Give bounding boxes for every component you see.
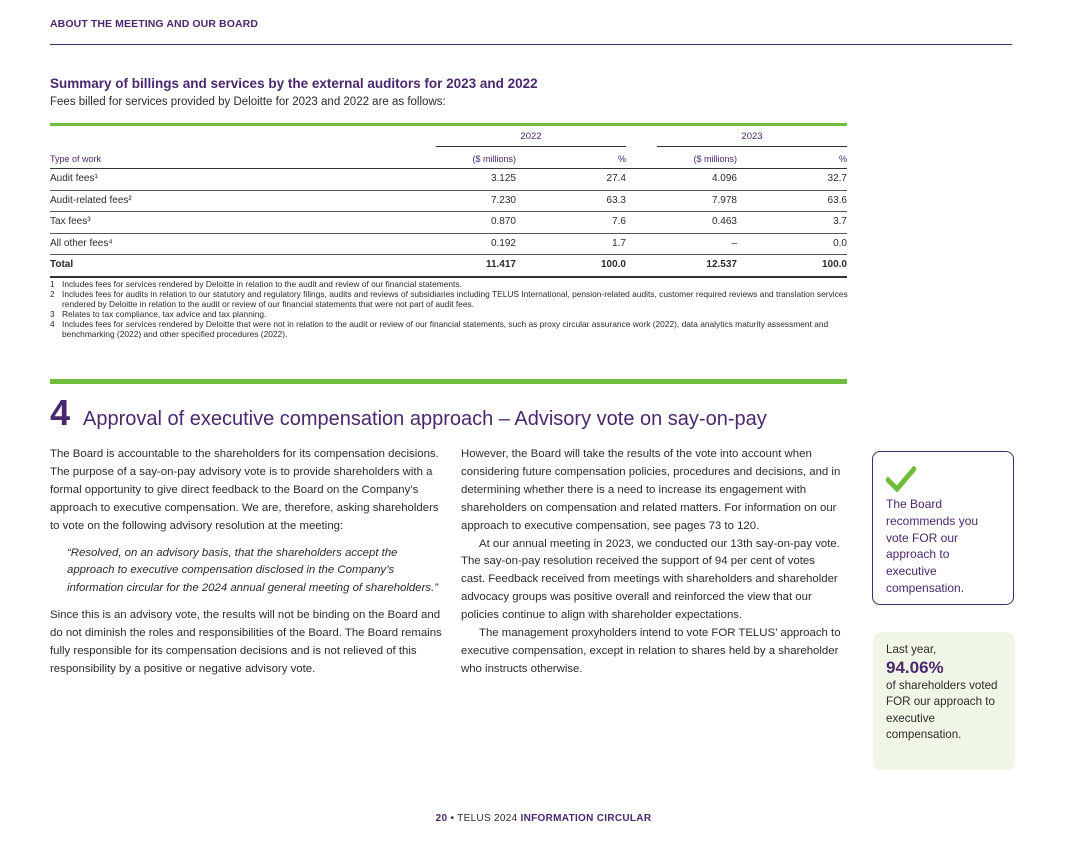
footnote-number: 2 [50, 289, 55, 299]
table-total-row [50, 255, 847, 278]
last-year-callout [873, 632, 1015, 770]
left-paragraph-2: Since this is an advisory vote, the results will not be binding on the Board and do not diminish the roles and responsibilities of the Board. The Board remains fully responsible for its compensation decisions and is not relieved of this responsibility by a positive or negative advisory vote. [50, 609, 442, 675]
cell-m23: 4.096 [711, 173, 737, 184]
footnote [50, 309, 850, 319]
footnote-text: Includes fees for services rendered by Deloitte in relation to the audit and review of our financial statements. [62, 279, 462, 289]
middle-paragraph-3: The management proxyholders intend to vote FOR TELUS’ approach to executive compensation, except in relation to shares held by a shareholder who instructs otherwise. [461, 627, 841, 675]
footnote [50, 319, 850, 339]
footnote [50, 289, 850, 309]
section-title: Approval of executive compensation approach – Advisory vote on say-on-pay [83, 408, 767, 430]
board-recommendation-callout [872, 451, 1014, 605]
footer-brand: TELUS 2024 [457, 813, 518, 824]
cell-p22: 100.0 [600, 259, 626, 270]
header-divider [50, 44, 1012, 45]
last-year-lead: Last year, [886, 643, 937, 656]
cell-m22: 0.192 [490, 237, 516, 249]
col-pct-2023-header: % [838, 154, 847, 164]
year-2022-rule [436, 146, 626, 147]
recommendation-text: The Board recommends you vote FOR our approach to executive compensation. [886, 497, 979, 595]
left-paragraph-1: The Board is accountable to the shareholders for its compensation decisions. The purpose of a say-on-pay advisory vote is to provide shareholders with a formal opportunity to give direct feedback to the Board on the Company’s approach to executive compensation. We are, therefore, asking shareholders to vote on the following advisory resolution at the meeting: [50, 448, 439, 532]
footnote-number: 1 [50, 279, 55, 289]
year-header-row [50, 126, 847, 148]
page-footer [0, 813, 1087, 824]
col-millions-2022-header: ($ millions) [472, 154, 516, 164]
middle-paragraph-2: At our annual meeting in 2023, we conducted our 13th say-on-pay vote. The say-on-pay resolution received the support of 94 per cent of votes cast. Feedback received from meetings with shareholders and shareholder advocacy groups was positive overall and reinforced the view that our policies continue to align with shareholder expectations. [461, 537, 840, 622]
cell-p22: 63.3 [606, 194, 626, 206]
cell-type: Tax fees³ [50, 216, 91, 227]
year-2023-label: 2023 [741, 131, 763, 142]
cell-m23: 0.463 [711, 216, 737, 227]
table-row [50, 169, 847, 191]
section-divider [50, 379, 847, 384]
col-pct-2022-header: % [617, 154, 626, 164]
left-column [50, 446, 442, 679]
cell-m22: 0.870 [490, 216, 516, 227]
middle-column [461, 446, 841, 679]
cell-type: Audit-related fees² [50, 194, 132, 206]
resolution-quote: “Resolved, on an advisory basis, that the shareholders accept the approach to executive compensation disclosed in the Company’s information circular for the 2024 annual general meeting of shareholders.” [67, 546, 439, 595]
cell-p23: 3.7 [833, 216, 847, 227]
table-row [50, 191, 847, 213]
cell-m22: 7.230 [490, 194, 516, 206]
cell-type: Total [50, 259, 74, 270]
col-type-header: Type of work [50, 154, 102, 164]
checkmark-icon [886, 466, 916, 492]
year-2022-label: 2022 [520, 131, 542, 142]
column-header-row [50, 150, 847, 169]
footnote-text: Includes fees for audits in relation to our statutory and regulatory filings, audits and reviews of subsidiaries including TELUS International, pension-related audits, customer required reviews and translation services rendered by Deloitte in relation to the audit or review of our financial statements that were not part of audit fees. [62, 289, 848, 309]
section-number: 4 [50, 392, 71, 433]
cell-p23: 63.6 [827, 194, 847, 206]
table-row [50, 212, 847, 234]
cell-type: Audit fees¹ [50, 173, 98, 184]
year-2023-rule [657, 146, 847, 147]
section-header: ABOUT THE MEETING AND OUR BOARD [50, 18, 259, 30]
auditors-subtitle: Fees billed for services provided by Deloitte for 2023 and 2022 are as follows: [50, 96, 446, 108]
footnote-text: Relates to tax compliance, tax advice and tax planning. [62, 309, 267, 319]
cell-m23: 12.537 [706, 259, 737, 270]
table-footnotes [50, 279, 850, 339]
cell-type: All other fees⁴ [50, 237, 113, 249]
footer-separator: • [450, 813, 455, 824]
auditors-title: Summary of billings and services by the external auditors for 2023 and 2022 [50, 76, 538, 91]
page-number: 20 [435, 813, 448, 824]
cell-p22: 7.6 [612, 216, 626, 227]
cell-m22: 11.417 [485, 259, 516, 270]
middle-paragraph-1: However, the Board will take the results of the vote into account when considering future compensation policies, procedures and decisions, and in determining whether there is a need to increase its engagement with shareholders on compensation and related matters. For information on our approach to executive compensation, see pages 73 to 120. [461, 448, 841, 532]
footer-doc-title: INFORMATION CIRCULAR [520, 813, 652, 824]
cell-p22: 27.4 [606, 173, 626, 184]
last-year-percent: 94.06% [886, 658, 944, 678]
last-year-text: of shareholders voted FOR our approach to executive compensation. [886, 679, 998, 741]
cell-p23: 32.7 [827, 173, 847, 184]
cell-p23: 100.0 [821, 259, 847, 270]
col-millions-2023-header: ($ millions) [693, 154, 737, 164]
cell-m23: 7.978 [711, 194, 737, 206]
fees-table [50, 126, 847, 278]
footnote-number: 3 [50, 309, 55, 319]
cell-m22: 3.125 [490, 173, 516, 184]
table-row [50, 234, 847, 256]
footnote [50, 279, 850, 289]
footnote-number: 4 [50, 319, 55, 329]
footnote-text: Includes fees for services rendered by Deloitte that were not in relation to the audit or review of our financial statements, such as proxy circular assurance work (2022), data analytics maturity assessment and benchmarking (2022) and other specified procedures (2022). [62, 319, 829, 339]
cell-p23: 0.0 [833, 237, 847, 249]
cell-m23: – [731, 237, 737, 249]
cell-p22: 1.7 [612, 237, 626, 249]
